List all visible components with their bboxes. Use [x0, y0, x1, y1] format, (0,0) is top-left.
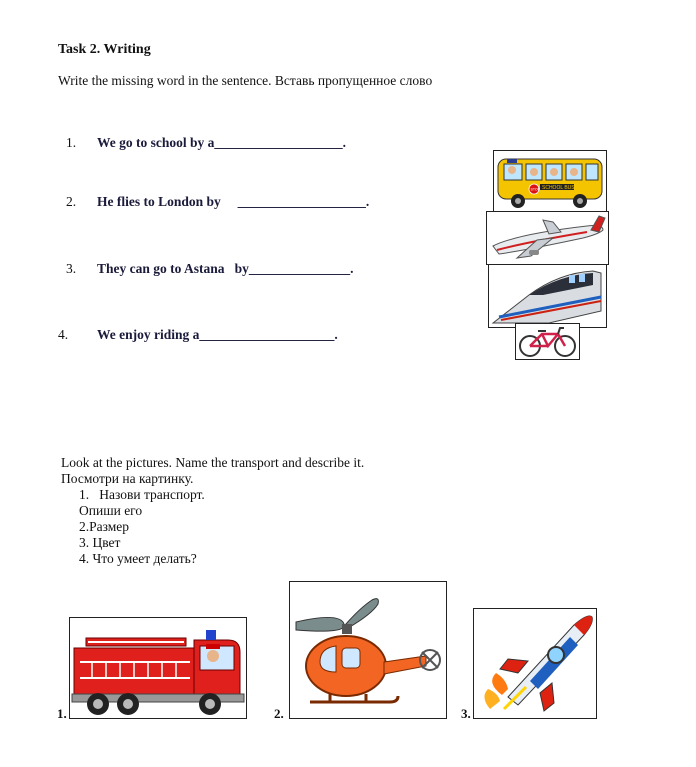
rocket-picture [473, 608, 597, 719]
sentence-number-3: 3. [66, 261, 77, 276]
bicycle-icon [516, 324, 579, 359]
section2-line-5: 2.Размер [79, 519, 130, 534]
helicopter-picture [289, 581, 447, 719]
school-bus-icon [494, 151, 606, 213]
bicycle-picture [515, 323, 580, 360]
train-icon [489, 265, 606, 327]
sentence-1: We go to school by a___________________. [97, 135, 347, 150]
airplane-icon [487, 212, 608, 264]
stop-sign-text: STOP [530, 187, 540, 192]
sentence-2: He flies to London by ___________________. [97, 194, 370, 209]
sentence-number-2: 2. [66, 194, 77, 209]
picture-label-1: 1. [57, 706, 67, 721]
bus-sign-text: SCHOOL BUS [542, 185, 575, 191]
sentence-3: They can go to Astana by_______________. [97, 261, 354, 276]
helicopter-icon [290, 582, 446, 718]
section2-line-7: 4. Что умеет делать? [79, 551, 197, 566]
section2-line-6: 3. Цвет [79, 535, 121, 550]
section2-line-4: Опиши его [79, 503, 143, 518]
school-bus-picture [493, 150, 607, 214]
task-instruction: Write the missing word in the sentence. Вставь пропущенное слово [58, 73, 433, 88]
task-title: Task 2. Writing [58, 42, 151, 57]
sentence-4: We enjoy riding a____________________. [97, 327, 338, 342]
picture-label-2: 2. [274, 706, 284, 721]
rocket-icon [474, 609, 596, 718]
section2-line-1: Look at the pictures. Name the transport and describe it. [61, 455, 365, 470]
fire-truck-picture [69, 617, 247, 719]
train-picture [488, 264, 607, 328]
airplane-picture [486, 211, 609, 265]
sentence-number-4: 4. [58, 327, 69, 342]
section2-text [61, 455, 364, 567]
section2-line-3: 1. Назови транспорт. [79, 487, 205, 502]
section2-line-2: Посмотри на картинку. [61, 471, 194, 486]
sentence-number-1: 1. [66, 135, 77, 150]
fire-truck-icon [70, 618, 246, 718]
picture-label-3: 3. [461, 706, 471, 721]
